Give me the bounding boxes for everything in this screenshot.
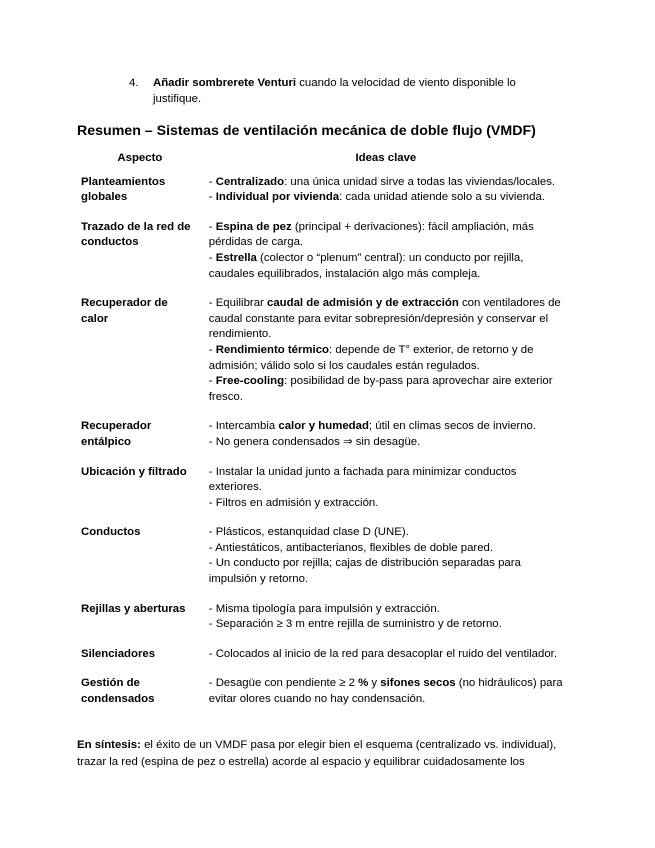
idea-text: con ventiladores de caudal constante para evitar sobrepresión/depresión y conservar el rendimiento. bbox=[208, 297, 561, 341]
header-aspect: Aspecto bbox=[117, 152, 163, 164]
synthesis-text: el éxito de un VMDF pasa por elegir bien el esquema (centralizado vs. individual), trazar la red (espina de pez o estrella) acorde al espacio y equilibrar cuidadosamente los bbox=[77, 739, 557, 768]
idea-bold: Free-cooling bbox=[215, 375, 285, 388]
ideas-cell bbox=[203, 525, 569, 601]
aspect-cell: Gestión de condensados bbox=[81, 677, 155, 706]
table-row bbox=[77, 647, 569, 677]
table-row bbox=[77, 220, 569, 296]
idea-line bbox=[209, 647, 563, 663]
idea-line bbox=[209, 496, 563, 512]
idea-line bbox=[209, 175, 563, 191]
section-title: Resumen – Sistemas de ventilación mecánica de doble flujo (VMDF) bbox=[77, 123, 536, 139]
idea-line bbox=[209, 556, 563, 587]
idea-bold: caudal de admisión y de extracción bbox=[267, 297, 459, 310]
synthesis-paragraph bbox=[77, 737, 577, 771]
idea-prefix: - Un conducto por rejilla; cajas de distribución separadas para impulsión y retorno. bbox=[208, 557, 521, 586]
idea-bold: Estrella bbox=[215, 251, 257, 264]
idea-line bbox=[209, 220, 563, 251]
idea-line bbox=[209, 541, 563, 557]
idea-prefix: - No genera condensados ⇒ sin desagüe. bbox=[208, 435, 421, 448]
ideas-cell bbox=[203, 296, 569, 419]
idea-text: : posibilidad de by-pass para aprovechar aire exterior fresco. bbox=[208, 375, 553, 403]
idea-text: : cada unidad atiende solo a su vivienda. bbox=[339, 191, 545, 204]
idea-text: (principal + derivaciones): fácil ampliación, más pérdidas de carga. bbox=[208, 220, 534, 249]
table-row bbox=[77, 525, 569, 601]
table-header-row bbox=[77, 150, 569, 175]
ideas-cell bbox=[203, 175, 569, 220]
idea-text: (no hidráulicos) para evitar olores cuando no hay condensación. bbox=[208, 677, 563, 706]
idea-prefix: - Filtros en admisión y extracción. bbox=[208, 496, 379, 509]
aspect-cell: Silenciadores bbox=[81, 647, 156, 660]
idea-line bbox=[209, 435, 563, 451]
idea-line bbox=[209, 251, 563, 282]
idea-bold: sifones secos bbox=[380, 677, 456, 690]
idea-line bbox=[209, 465, 563, 496]
idea-text: : una única unidad sirve a todas las viviendas/locales. bbox=[284, 175, 556, 188]
summary-table bbox=[77, 150, 569, 722]
idea-prefix: - bbox=[208, 175, 216, 188]
ideas-cell bbox=[203, 676, 569, 721]
ideas-cell bbox=[203, 647, 569, 677]
list-item-text bbox=[138, 75, 558, 107]
idea-prefix: - Desagüe con pendiente ≥ 2 bbox=[208, 677, 359, 690]
idea-prefix: - Intercambia bbox=[208, 420, 279, 433]
aspect-cell: Rejillas y aberturas bbox=[81, 602, 186, 615]
idea-prefix: - bbox=[208, 375, 216, 388]
idea-prefix: - bbox=[208, 220, 216, 233]
idea-line bbox=[209, 617, 563, 633]
idea-bold: Individual por vivienda bbox=[215, 191, 340, 204]
aspect-cell: Ubicación y filtrado bbox=[81, 465, 187, 478]
idea-prefix: - bbox=[208, 251, 216, 264]
idea-prefix: - Separación ≥ 3 m entre rejilla de suministro y de retorno. bbox=[208, 618, 502, 631]
idea-text: (colector o “plenum” central): un conducto por rejilla, caudales equilibrados, instalación algo más compleja. bbox=[208, 251, 524, 280]
idea-line bbox=[209, 676, 563, 707]
idea-prefix: - Colocados al inicio de la red para desacoplar el ruido del ventilador. bbox=[208, 647, 558, 660]
ideas-cell bbox=[203, 419, 569, 464]
idea-text: : depende de T° exterior, de retorno y de admisión; válido solo si los caudales están regulados. bbox=[208, 343, 534, 372]
idea-bold: calor y humedad bbox=[278, 420, 369, 433]
idea-prefix: - bbox=[208, 191, 216, 204]
idea-line bbox=[209, 525, 563, 541]
idea-bold: Espina de pez bbox=[215, 220, 292, 233]
table-row bbox=[77, 419, 569, 464]
aspect-cell: Trazado de la red de conductos bbox=[81, 220, 191, 249]
idea-prefix: - Misma tipología para impulsión y extracción. bbox=[208, 602, 440, 615]
aspect-cell: Recuperador entálpico bbox=[81, 420, 152, 448]
idea-line bbox=[209, 343, 563, 374]
table-row bbox=[77, 465, 569, 526]
idea-prefix: - Instalar la unidad junto a fachada para minimizar conductos exteriores. bbox=[208, 465, 517, 494]
idea-bold: % bbox=[358, 677, 369, 690]
list-number: 4. bbox=[129, 77, 139, 89]
idea-line bbox=[209, 296, 563, 343]
idea-text: ; útil en climas secos de invierno. bbox=[368, 420, 537, 433]
idea-bold: Centralizado bbox=[215, 175, 285, 188]
list-item-rest: cuando la velocidad de viento disponible lo justifique. bbox=[153, 77, 516, 105]
idea-prefix: - Plásticos, estanquidad clase D (UNE). bbox=[208, 526, 409, 539]
header-ideas: Ideas clave bbox=[355, 152, 417, 164]
idea-line bbox=[209, 602, 563, 618]
numbered-list-item bbox=[129, 75, 558, 107]
aspect-cell: Recuperador de calor bbox=[81, 297, 168, 325]
aspect-cell: Planteamientos globales bbox=[81, 175, 166, 204]
idea-line bbox=[209, 419, 563, 435]
ideas-cell bbox=[203, 220, 569, 296]
table-row bbox=[77, 296, 569, 419]
list-item-bold: Añadir sombrerete Venturi bbox=[153, 77, 297, 89]
idea-line bbox=[209, 374, 563, 405]
idea-bold: Rendimiento térmico bbox=[215, 343, 330, 356]
table-row bbox=[77, 175, 569, 220]
ideas-cell bbox=[203, 602, 569, 647]
synthesis-label: En síntesis: bbox=[77, 739, 141, 751]
idea-line bbox=[209, 190, 563, 206]
table-row bbox=[77, 602, 569, 647]
ideas-cell bbox=[203, 465, 569, 526]
table-row bbox=[77, 676, 569, 721]
idea-prefix: - Equilibrar bbox=[208, 297, 267, 310]
idea-prefix: - Antiestáticos, antibacterianos, flexibles de doble pared. bbox=[208, 541, 494, 554]
idea-text: y bbox=[368, 677, 381, 690]
aspect-cell: Conductos bbox=[81, 526, 141, 539]
idea-prefix: - bbox=[208, 343, 216, 356]
